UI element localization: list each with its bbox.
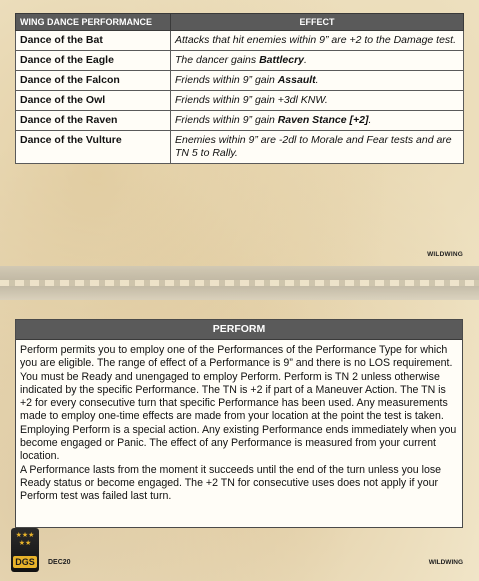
effect-text: Friends within 9” gain [175,114,278,126]
effect-text: The dancer gains [175,54,260,66]
table-row [16,111,464,131]
wing-dance-table [15,13,464,164]
effect-text-suffix: . [304,54,307,66]
perform-paragraph-1: Perform permits you to employ one of the Performances of the Performance Type for which you are eligible. The range of effect of a Performance is 9” and there is no LOS requirement. You must be Ready and unengaged to employ Perform. Perform is TN 2 unless otherwise indicated by the specific Performance. The TN is +2 if part of a Maneuver Action. The TN is +2 for every consecutive turn that specific Performance has been used. Any measurements made to employ one-time effects are made from your location at the point the test is taken. Employing Perform is a special action. Any existing Performance ends immediately when you become engaged or Panic. The effect of any Performance is measured from your current location. [20,344,457,463]
section-label-wildwing: WILDWING [427,251,463,258]
effect-text: Friends within 9” gain +3dl KNW. [175,94,328,106]
effect-text: Enemies within 9” are -2dl to Morale and Fear tests and are TN 5 to Rally. [175,134,452,159]
dance-name: Dance of the Raven [16,111,171,131]
perform-rule-box [15,319,463,528]
logo-text: DGS [13,556,37,568]
perform-body [16,340,462,504]
dgs-logo [11,528,39,572]
torn-page-divider [0,266,479,300]
effect-keyword: Battlecry [259,54,305,66]
dance-effect [171,131,464,164]
dance-effect [171,71,464,91]
table-row [16,51,464,71]
header-effect: EFFECT [171,14,464,31]
dance-name: Dance of the Eagle [16,51,171,71]
effect-text-suffix: . [315,74,319,86]
perform-title: PERFORM [16,320,462,340]
footer-code: DEC20 [48,559,71,566]
dance-effect [171,111,464,131]
table-row [16,71,464,91]
dance-effect [171,91,464,111]
dance-name: Dance of the Vulture [16,131,171,164]
footer-title: WILDWING [428,559,463,566]
dance-effect [171,51,464,71]
table-row [16,91,464,111]
dance-name: Dance of the Owl [16,91,171,111]
table-header-row [16,14,464,31]
effect-text: Attacks that hit enemies within 9” are +2 to the Damage test. [175,34,457,46]
effect-text-suffix: . [368,114,372,126]
table-row [16,31,464,51]
dance-name: Dance of the Falcon [16,71,171,91]
perform-paragraph-2: A Performance lasts from the moment it succeeds until the end of the turn unless you lose Ready status or become engaged. The +2 TN for consecutive uses does not apply if your Perform test was failed last turn. [20,463,442,503]
dance-effect [171,31,464,51]
dance-name: Dance of the Bat [16,31,171,51]
header-wing-dance-performance: WING DANCE PERFORMANCE [16,14,171,31]
effect-keyword: Assault [277,74,316,86]
table-row [16,131,464,164]
logo-stars: ★★★ ★★ [15,532,35,547]
effect-keyword: Raven Stance [+2] [277,114,369,126]
effect-text: Friends within 9” gain [175,74,278,86]
